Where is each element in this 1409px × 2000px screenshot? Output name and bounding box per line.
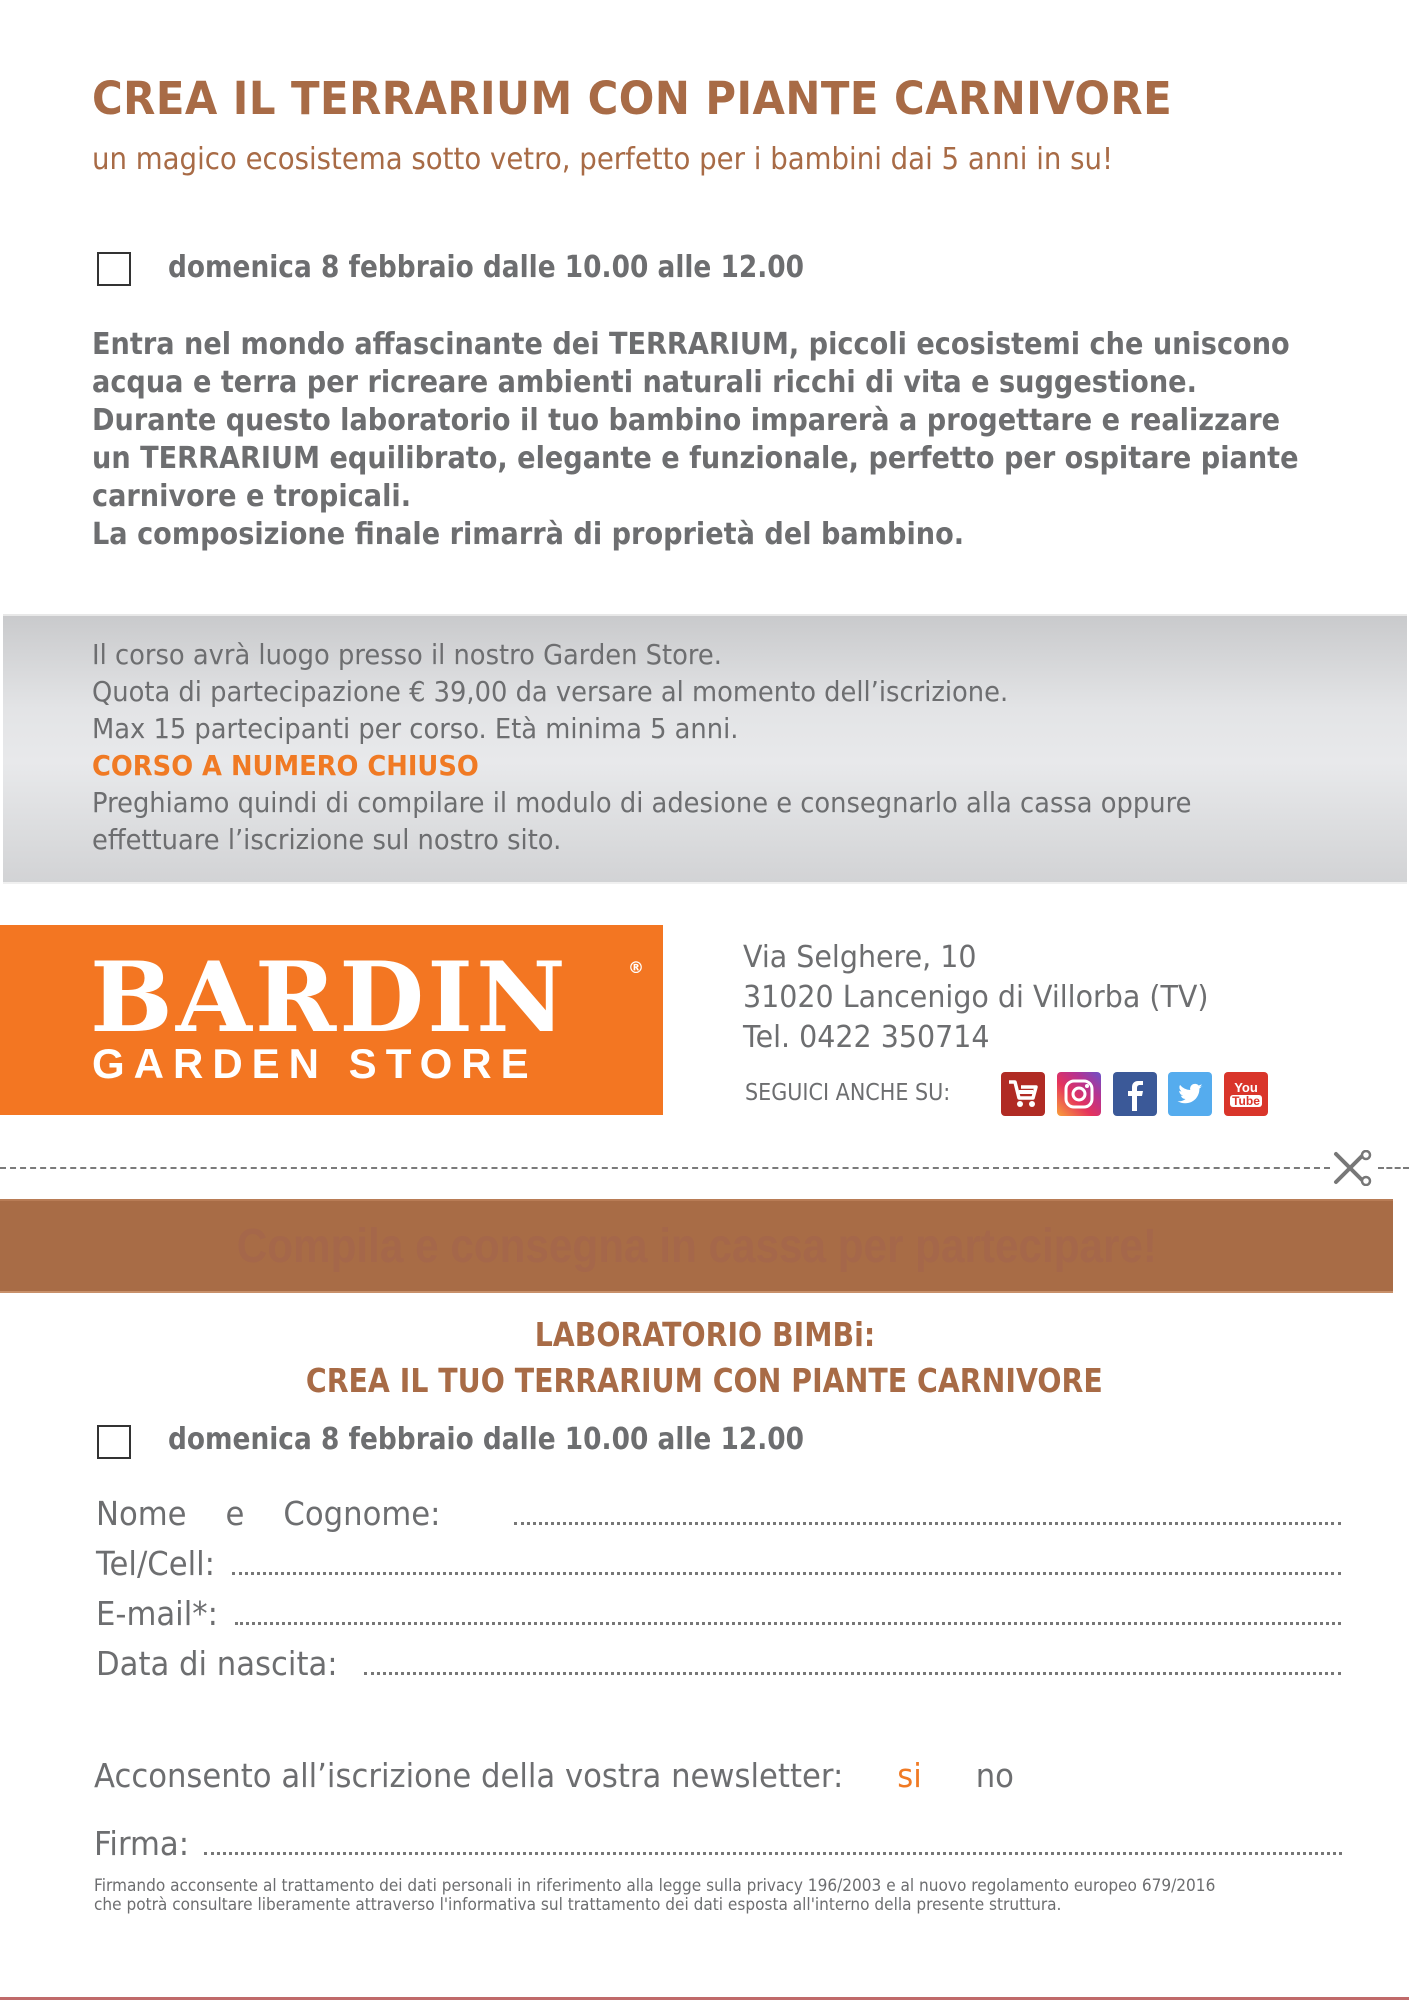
phone-field[interactable]: [96, 1544, 1341, 1583]
privacy-line: che potrà consultare liberamente attraverso l'informativa sul trattamento dei dati esposta all'interno della presente struttura.: [94, 1895, 1062, 1914]
instagram-icon[interactable]: [1057, 1072, 1101, 1116]
info-line: Quota di partecipazione € 39,00 da versare al momento dell’iscrizione.: [92, 675, 1009, 708]
description-line: acqua e terra per ricreare ambienti naturali ricchi di vita e suggestione.: [92, 365, 1197, 400]
lab-title: [0, 1315, 1409, 1354]
birthdate-field[interactable]: [96, 1644, 1341, 1683]
lab-subtitle: [0, 1361, 1409, 1400]
info-line: Max 15 partecipanti per corso. Età minima 5 anni.: [92, 712, 739, 745]
privacy-notice: [94, 1876, 1215, 1914]
address-city: 31020 Lancenigo di Villorba (TV): [743, 980, 1209, 1015]
signature-field[interactable]: [94, 1824, 1342, 1863]
description-line: Entra nel mondo affascinante dei TERRARIUM, piccoli ecosistemi che uniscono: [92, 327, 1290, 362]
signature-label: Firma:: [94, 1824, 190, 1863]
lab-title-line-1: LABORATORIO BIMBi:: [534, 1315, 875, 1354]
phone-number: Tel. 0422 350714: [743, 1020, 990, 1055]
cut-line-end: [1378, 1167, 1409, 1169]
closed-course-label: CORSO A NUMERO CHIUSO: [92, 749, 479, 782]
newsletter-yes-option[interactable]: si: [897, 1756, 922, 1795]
description-line: carnivore e tropicali.: [92, 479, 412, 514]
twitter-icon[interactable]: [1168, 1072, 1212, 1116]
newsletter-consent: [94, 1756, 1014, 1795]
brand-tagline: GARDEN STORE: [92, 1040, 538, 1087]
description-line: Durante questo laboratorio il tuo bambino imparerà a progettare e realizzare: [92, 403, 1281, 438]
facebook-icon[interactable]: [1113, 1072, 1157, 1116]
description-line: La composizione finale rimarrà di proprietà del bambino.: [92, 517, 965, 552]
birthdate-input[interactable]: [364, 1650, 1341, 1675]
privacy-line: Firmando acconsente al trattamento dei dati personali in riferimento alla legge sulla privacy 196/2003 e al nuovo regolamento europeo 679/2016: [94, 1876, 1216, 1895]
address-street: Via Selghere, 10: [743, 940, 977, 975]
lab-title-line-2: CREA IL TUO TERRARIUM CON PIANTE CARNIVORE: [306, 1361, 1103, 1400]
session-checkbox[interactable]: [97, 252, 131, 286]
session-date-label: domenica 8 febbraio dalle 10.00 alle 12.00: [168, 250, 805, 285]
registered-mark: ®: [628, 958, 644, 977]
coupon-session-checkbox[interactable]: [97, 1425, 131, 1459]
full-name-field[interactable]: [96, 1494, 1341, 1533]
email-field[interactable]: [96, 1594, 1341, 1633]
cart-icon[interactable]: [1001, 1072, 1045, 1116]
info-line: Il corso avrà luogo presso il nostro Garden Store.: [92, 638, 722, 671]
coupon-banner-text: Compila e consegna in cassa per partecipare!: [236, 1219, 1157, 1273]
birthdate-label: Data di nascita:: [96, 1644, 338, 1683]
full-name-label: Nome e Cognome:: [96, 1494, 441, 1533]
email-input[interactable]: [235, 1600, 1341, 1625]
brand-name: BARDIN: [90, 941, 569, 1054]
info-line: Preghiamo quindi di compilare il modulo di adesione e consegnarlo alla cassa oppure: [92, 786, 1192, 819]
course-info: [92, 636, 1191, 858]
signature-input[interactable]: [204, 1830, 1342, 1855]
info-line: effettuare l’iscrizione sul nostro sito.: [92, 823, 562, 856]
scissors-icon: [1332, 1150, 1374, 1186]
page-subtitle: un magico ecosistema sotto vetro, perfetto per i bambini dai 5 anni in su!: [92, 142, 1114, 177]
phone-label: Tel/Cell:: [96, 1544, 215, 1583]
youtube-text-bottom: Tube: [1232, 1094, 1260, 1108]
phone-input[interactable]: [232, 1550, 1341, 1575]
store-address: [743, 938, 1209, 1058]
newsletter-no-option[interactable]: no: [975, 1756, 1014, 1795]
coupon-banner: [0, 1199, 1393, 1293]
newsletter-label: Acconsento all’iscrizione della vostra newsletter:: [94, 1756, 844, 1795]
description: [92, 326, 1299, 554]
full-name-input[interactable]: [514, 1500, 1341, 1525]
coupon-session-date-label: domenica 8 febbraio dalle 10.00 alle 12.00: [168, 1422, 805, 1457]
description-line: un TERRARIUM equilibrato, elegante e funzionale, perfetto per ospitare piante: [92, 441, 1299, 476]
page-title: CREA IL TERRARIUM CON PIANTE CARNIVORE: [92, 72, 1173, 125]
cut-line: [0, 1167, 1330, 1169]
youtube-icon[interactable]: [1224, 1072, 1268, 1116]
youtube-text-top: You: [1234, 1080, 1258, 1095]
follow-label: SEGUICI ANCHE SU:: [745, 1080, 951, 1106]
email-label: E-mail*:: [96, 1594, 218, 1633]
